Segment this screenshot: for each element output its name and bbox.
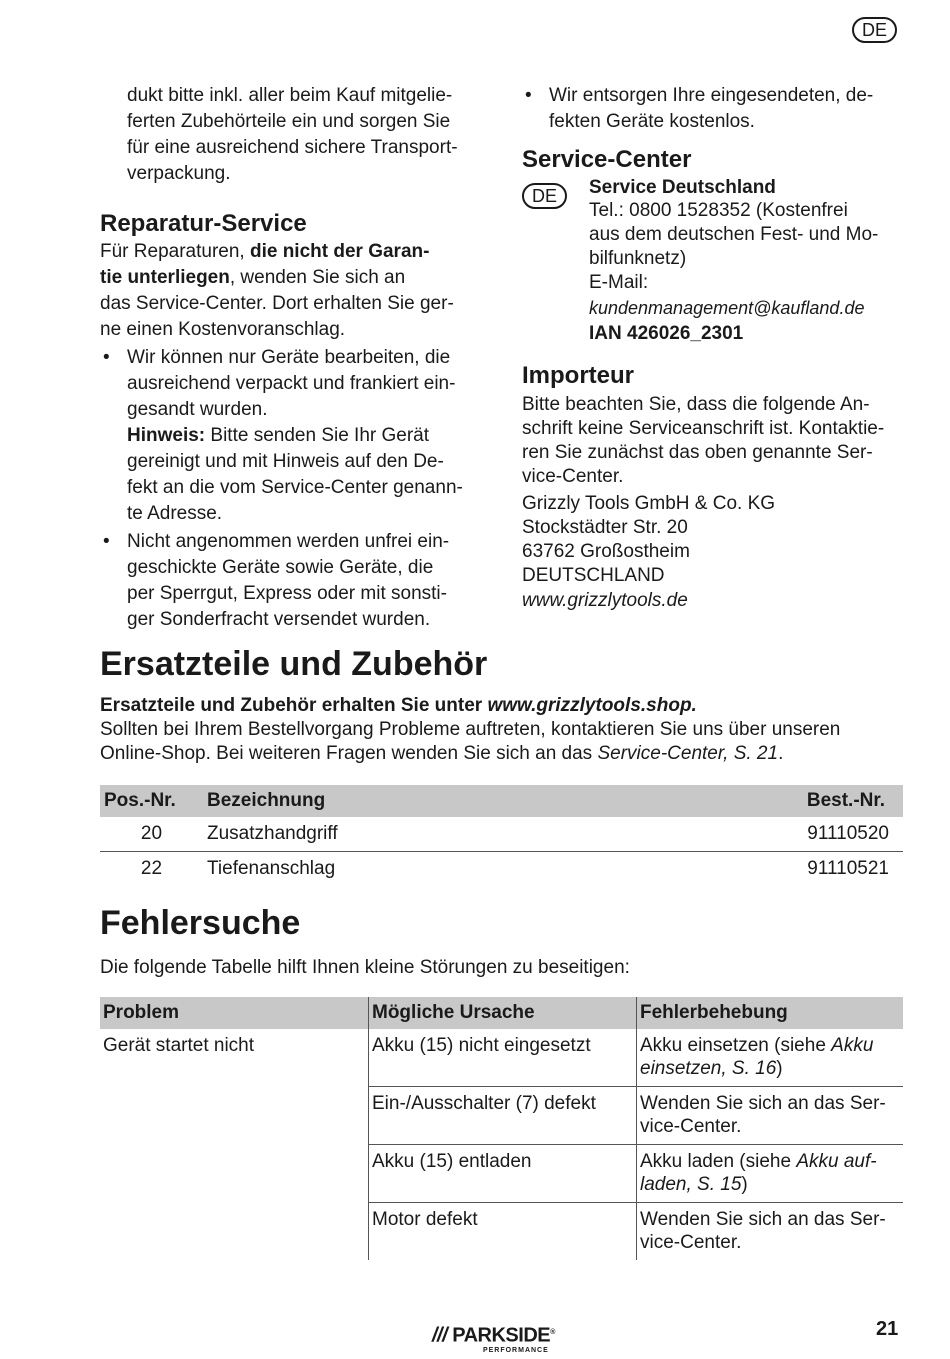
service-block [522, 175, 912, 347]
text: Wir können nur Geräte bearbeiten, die ausreichend verpackt und frankiert ein- gesandt wurden. [127, 347, 456, 420]
header-order-no: Best.-Nr. [609, 785, 903, 817]
cause-cell: Ein-/Ausschalter (7) defekt [369, 1087, 637, 1145]
right-column [522, 83, 912, 614]
header-pos: Pos.-Nr. [100, 785, 203, 817]
troubleshooting-intro: Die folgende Tabelle hilft Ihnen kleine Störungen zu beseitigen: [100, 957, 630, 978]
lead: Ersatzteile und Zubehör erhalten Sie unter [100, 695, 488, 716]
brand-name: PARKSIDE [452, 1324, 551, 1347]
header-cause: Mögliche Ursache [369, 997, 637, 1029]
importer-website[interactable]: www.grizzlytools.de [522, 590, 688, 611]
hint-label: Hinweis: [127, 425, 206, 446]
text: . [778, 743, 784, 764]
left-column [100, 83, 485, 633]
text: Für Reparaturen, [100, 241, 250, 262]
cell: 22 [140, 858, 163, 879]
importer-note: Bitte beachten Sie, dass die folgende An- schrift keine Serviceanschrift ist. Kontaktie- ren Sie zunächst das oben genannte Ser- vice-Center. [522, 394, 885, 487]
service-phone: Tel.: 0800 1528352 (Kostenfrei aus dem deutschen Fest- und Mo- bilfunknetz) E-Mail: [589, 200, 879, 293]
list-item: • Nicht angenommen werden unfrei ein- geschickte Geräte sowie Geräte, die per Sperrgut, Express oder mit sonsti- ger Sonderfracht versendet wurden. [100, 529, 485, 633]
country-badge: DE [522, 183, 567, 209]
table-row [100, 852, 903, 887]
brand-subtitle: PERFORMANCE [482, 1346, 549, 1354]
parkside-logo: /// PARKSIDE® PERFORMANCE [432, 1324, 555, 1354]
spare-parts-text [100, 694, 910, 766]
cell: 91110521 [807, 858, 889, 879]
importer-heading: Importeur [522, 362, 635, 389]
text: ) [776, 1058, 783, 1079]
remedy-cell [637, 1029, 904, 1087]
service-email[interactable]: kundenmanagement@kaufland.de [589, 298, 865, 318]
troubleshooting-table [100, 997, 903, 1260]
service-center-heading: Service-Center [522, 146, 692, 173]
cell: Zusatzhandgriff [203, 817, 609, 852]
repair-paragraph [100, 239, 485, 343]
header-remedy: Fehlerbehebung [637, 997, 904, 1029]
shop-link[interactable]: www.grizzlytools.shop. [487, 695, 697, 716]
cell: Tiefenanschlag [207, 858, 336, 879]
text: Akku laden (siehe [640, 1151, 797, 1172]
spare-parts-table [100, 785, 903, 886]
remedy-cell: Wenden Sie sich an das Ser- vice-Center. [637, 1203, 904, 1261]
ian-number: IAN 426026_2301 [589, 323, 744, 344]
list-item [100, 345, 485, 527]
remedy-cell: Wenden Sie sich an das Ser- vice-Center. [637, 1087, 904, 1145]
language-badge: DE [852, 17, 897, 43]
emphasis: die nicht der Garan- tie unterliegen [100, 241, 430, 288]
header-problem: Problem [100, 997, 369, 1029]
problem-cell: Gerät startet nicht [103, 1035, 255, 1056]
text: Sollten bei Ihrem Bestellvorgang Probleme auftreten, kontaktieren Sie uns über unseren Online-Shop. Bei weiteren Fragen wenden Sie sich an das [100, 719, 841, 764]
troubleshooting-heading: Fehlersuche [100, 904, 301, 942]
table-header [100, 785, 903, 817]
list-item: • Wir entsorgen Ihre eingesendeten, de- fekten Geräte kostenlos. [522, 83, 912, 135]
cause-cell: Akku (15) entladen [369, 1145, 637, 1203]
page-number: 21 [876, 1318, 899, 1340]
table-row [100, 1029, 903, 1087]
transport-text: dukt bitte inkl. aller beim Kauf mitgelie- ferten Zubehörteile ein und sorgen Sie für eine ausreichend sichere Transport- verpackung. [127, 85, 458, 184]
hint-text: Bitte senden Sie Ihr Gerät gereinigt und mit Hinweis auf den De- fekt an die vom Service-Center genann- te Adresse. [127, 425, 463, 524]
spare-parts-heading: Ersatzteile und Zubehör [100, 645, 488, 683]
service-name: Service Deutschland [589, 177, 776, 198]
table-header [100, 997, 903, 1029]
page-reference: Akku einsetzen, S. 16 [640, 1035, 874, 1079]
text: Akku einsetzen (siehe [640, 1035, 832, 1056]
cell: 20 [100, 817, 203, 852]
importer-address: Grizzly Tools GmbH & Co. KG Stockstädter Str. 20 63762 Großostheim DEUTSCHLAND [522, 493, 776, 586]
remedy-cell [637, 1145, 904, 1203]
page-reference: Service-Center, S. 21 [597, 743, 779, 764]
text: ) [741, 1174, 748, 1195]
table-row [100, 817, 903, 852]
slash-mark-icon: /// [432, 1324, 448, 1347]
text: , wenden Sie sich an das Service-Center. Dort erhalten Sie ger- ne einen Kostenvoranschlag. [100, 267, 454, 340]
page-reference: Akku auf- laden, S. 15 [640, 1151, 877, 1195]
cause-cell: Motor defekt [369, 1203, 637, 1261]
header-name: Bezeichnung [203, 785, 609, 817]
cause-cell: Akku (15) nicht eingesetzt [369, 1029, 637, 1087]
repair-service-heading: Reparatur-Service [100, 210, 307, 237]
cell: 91110520 [609, 817, 903, 852]
